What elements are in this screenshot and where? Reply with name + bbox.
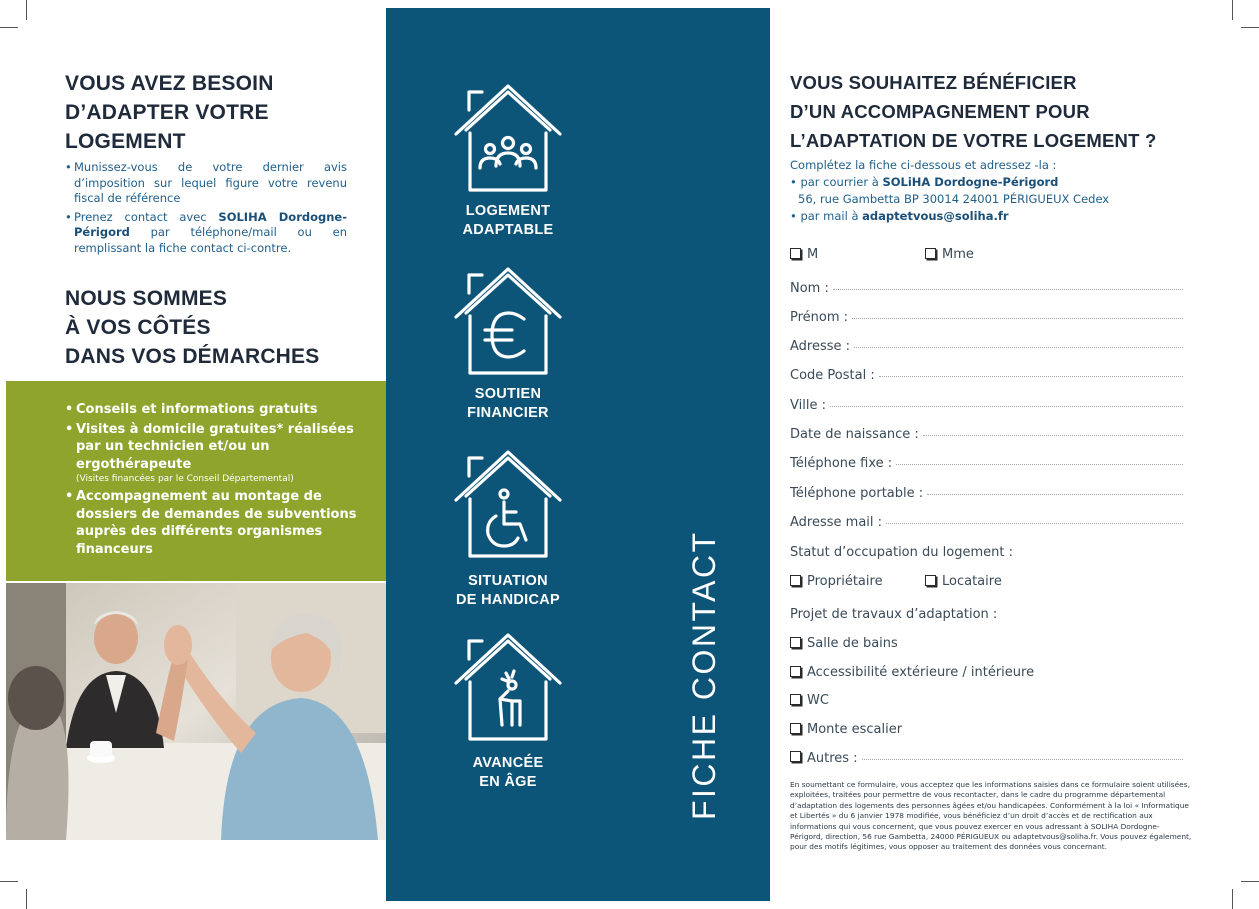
left-panel <box>0 0 386 909</box>
field-telephone-fixe[interactable] <box>790 456 1183 471</box>
dotted-line[interactable] <box>886 522 1183 524</box>
dotted-line[interactable] <box>830 405 1183 407</box>
wheelchair-house-icon <box>452 446 564 558</box>
middle-panel <box>386 8 770 901</box>
checkbox[interactable] <box>790 751 801 762</box>
advice-text: Prenez contact avec <box>74 209 219 224</box>
checkbox[interactable] <box>790 666 801 677</box>
services-box <box>6 381 386 581</box>
field-prenom[interactable] <box>790 310 1183 325</box>
crop-mark <box>1241 881 1259 882</box>
project-label: Projet de travaux d’adaptation : <box>790 607 998 622</box>
org-name: SOLiHA Dordogne-Périgord <box>882 175 1059 189</box>
option-label: Monte escalier <box>807 722 903 737</box>
heading-line: VOUS SOUHAITEZ BÉNÉFICIER <box>790 72 1077 93</box>
label-adaptable-housing <box>408 202 608 240</box>
option-label: Mme <box>942 247 974 262</box>
field-adresse[interactable] <box>790 339 1183 354</box>
field-label: Adresse mail : <box>790 515 883 530</box>
dotted-line[interactable] <box>879 375 1183 377</box>
option-label: Propriétaire <box>807 574 883 589</box>
heading-line: D’ADAPTER VOTRE <box>65 101 269 124</box>
status-tenant-option[interactable] <box>925 574 1002 589</box>
heading-line: DANS VOS DÉMARCHES <box>65 345 320 368</box>
field-label: Code Postal : <box>790 368 875 383</box>
label-line: EN ÂGE <box>479 774 537 790</box>
field-label: Téléphone portable : <box>790 486 924 501</box>
option-label: WC <box>807 693 829 708</box>
checkbox[interactable] <box>925 248 936 259</box>
seniors-photo <box>6 583 386 840</box>
label-advanced-age <box>408 754 608 792</box>
service-text: Conseils et informations gratuits <box>76 402 318 417</box>
photo-illustration <box>6 583 386 840</box>
civility-m-option[interactable] <box>790 247 818 262</box>
postal-line <box>790 174 1190 191</box>
postal-prefix: • par courrier à <box>790 175 883 189</box>
right-panel <box>790 0 1200 909</box>
project-option-stairlift[interactable] <box>790 722 902 737</box>
dotted-line[interactable] <box>833 288 1183 290</box>
service-text: Accompagnement au montage de dossiers de demandes de subventions auprès des différents organismes financeurs <box>76 489 357 557</box>
dotted-line[interactable] <box>896 463 1183 465</box>
option-label: Accessibilité extérieure / intérieure <box>807 665 1035 680</box>
status-row <box>790 574 1090 589</box>
civility-row <box>790 247 974 262</box>
email-prefix: • par mail à <box>790 209 863 223</box>
field-label: Téléphone fixe : <box>790 456 893 471</box>
label-line: DE HANDICAP <box>456 592 560 608</box>
service-note: (Visites financées par le Conseil Départemental) <box>76 474 294 484</box>
services-list <box>65 401 365 560</box>
heading-line: LOGEMENT <box>65 130 186 153</box>
heading-line: L’ADAPTATION DE VOTRE LOGEMENT ? <box>790 130 1157 151</box>
dotted-line[interactable] <box>927 493 1183 495</box>
people-house-icon <box>452 80 564 192</box>
option-label: Locataire <box>942 574 1002 589</box>
option-label: Autres : <box>807 751 858 766</box>
service-item <box>65 401 365 419</box>
label-line: LOGEMENT <box>465 203 551 219</box>
label-line: FINANCIER <box>467 405 549 421</box>
project-option-wc[interactable] <box>790 693 829 708</box>
advice-text: par téléphone/mail ou en remplissant la fiche contact ci-contre. <box>74 225 347 255</box>
label-financial-support <box>408 385 608 423</box>
field-date-naissance[interactable] <box>790 427 1183 442</box>
org-name: SOLIHA Dordogne-Périgord <box>74 209 347 239</box>
dotted-line[interactable] <box>923 434 1183 436</box>
service-text: Visites à domicile gratuites* réalisées par un technicien et/ou un ergothérapeute <box>76 421 354 472</box>
heading-line: NOUS SOMMES <box>65 287 228 310</box>
checkbox[interactable] <box>790 248 801 259</box>
field-label: Nom : <box>790 281 829 296</box>
checkbox[interactable] <box>925 575 936 586</box>
field-code-postal[interactable] <box>790 368 1183 383</box>
project-option-other[interactable] <box>790 751 1183 766</box>
project-option-accessibility[interactable] <box>790 665 1034 680</box>
heading-line: VOUS AVEZ BESOIN <box>65 72 274 95</box>
status-label: Statut d’occupation du logement : <box>790 545 1013 560</box>
dotted-line[interactable] <box>854 346 1183 348</box>
advice-item <box>65 210 347 257</box>
checkbox[interactable] <box>790 723 801 734</box>
label-line: SOUTIEN <box>474 386 542 402</box>
heading-adapt-housing <box>65 69 274 156</box>
status-owner-option[interactable] <box>790 574 883 589</box>
field-label: Date de naissance : <box>790 427 919 442</box>
crop-mark <box>1232 889 1233 909</box>
crop-mark <box>1241 27 1259 28</box>
advice-list <box>65 160 347 259</box>
option-label: Salle de bains <box>807 636 898 651</box>
legal-notice: En soumettant ce formulaire, vous acceptez que les informations saisies dans ce formulaire soient utilisées, exploitées, traitées pour permettre de vous recontacter, dans le cadre du programme départemental d’adaptation des logements des personnes âgées et/ou handicapées. Conformément à la loi « Informatique et Libertés » du 6 janvier 1978 modifiée, vous bénéficiez d’un droit d’accès et de rectification aux informations qui vous concernent, que vous pouvez exercer en vous adressant à SOLIHA Dordogne-Périgord, direction, 56 rue Gambetta, 24000 PÉRIGUEUX ou adaptetvous@soliha.fr. Vous pouvez également, pour des motifs légitimes, vous opposer au traitement des données vous concernant. <box>790 780 1192 852</box>
field-telephone-portable[interactable] <box>790 486 1183 501</box>
label-disability <box>408 572 608 610</box>
advice-item <box>65 160 347 207</box>
checkbox[interactable] <box>790 694 801 705</box>
heading-line: À VOS CÔTÉS <box>65 316 211 339</box>
field-label: Ville : <box>790 398 826 413</box>
checkbox[interactable] <box>790 637 801 648</box>
heading-line: D’UN ACCOMPAGNEMENT POUR <box>790 101 1090 122</box>
postal-address: 56, rue Gambetta BP 30014 24001 PÉRIGUEUX Cedex <box>798 192 1110 206</box>
elderly-house-icon <box>452 629 564 741</box>
project-option-bathroom[interactable] <box>790 636 898 651</box>
dotted-line[interactable] <box>862 758 1183 760</box>
civility-mme-option[interactable] <box>925 247 974 262</box>
field-ville[interactable] <box>790 398 1183 413</box>
crop-mark <box>1232 0 1233 20</box>
email-line <box>790 208 1190 225</box>
label-line: AVANCÉE <box>472 755 544 771</box>
field-adresse-mail[interactable] <box>790 515 1183 530</box>
dotted-line[interactable] <box>852 317 1183 319</box>
label-line: ADAPTABLE <box>462 222 554 238</box>
field-label: Adresse : <box>790 339 851 354</box>
field-label: Prénom : <box>790 310 849 325</box>
email-address: adaptetvous@soliha.fr <box>862 209 1009 223</box>
heading-by-your-side <box>65 284 319 371</box>
service-item <box>65 421 365 487</box>
option-label: M <box>807 247 819 262</box>
heading-benefit <box>790 68 1156 155</box>
vertical-title: FICHE CONTACT <box>686 530 722 820</box>
advice-text: Munissez-vous de votre dernier avis d’imposition sur lequel figure votre revenu fiscal de référence <box>74 160 347 205</box>
label-line: SITUATION <box>468 573 548 589</box>
euro-house-icon <box>452 263 564 375</box>
checkbox[interactable] <box>790 575 801 586</box>
field-nom[interactable] <box>790 281 1183 296</box>
service-item <box>65 488 365 558</box>
instructions-text: Complétez la fiche ci-dessous et adressez -la : <box>790 158 1057 172</box>
instructions <box>790 157 1190 225</box>
